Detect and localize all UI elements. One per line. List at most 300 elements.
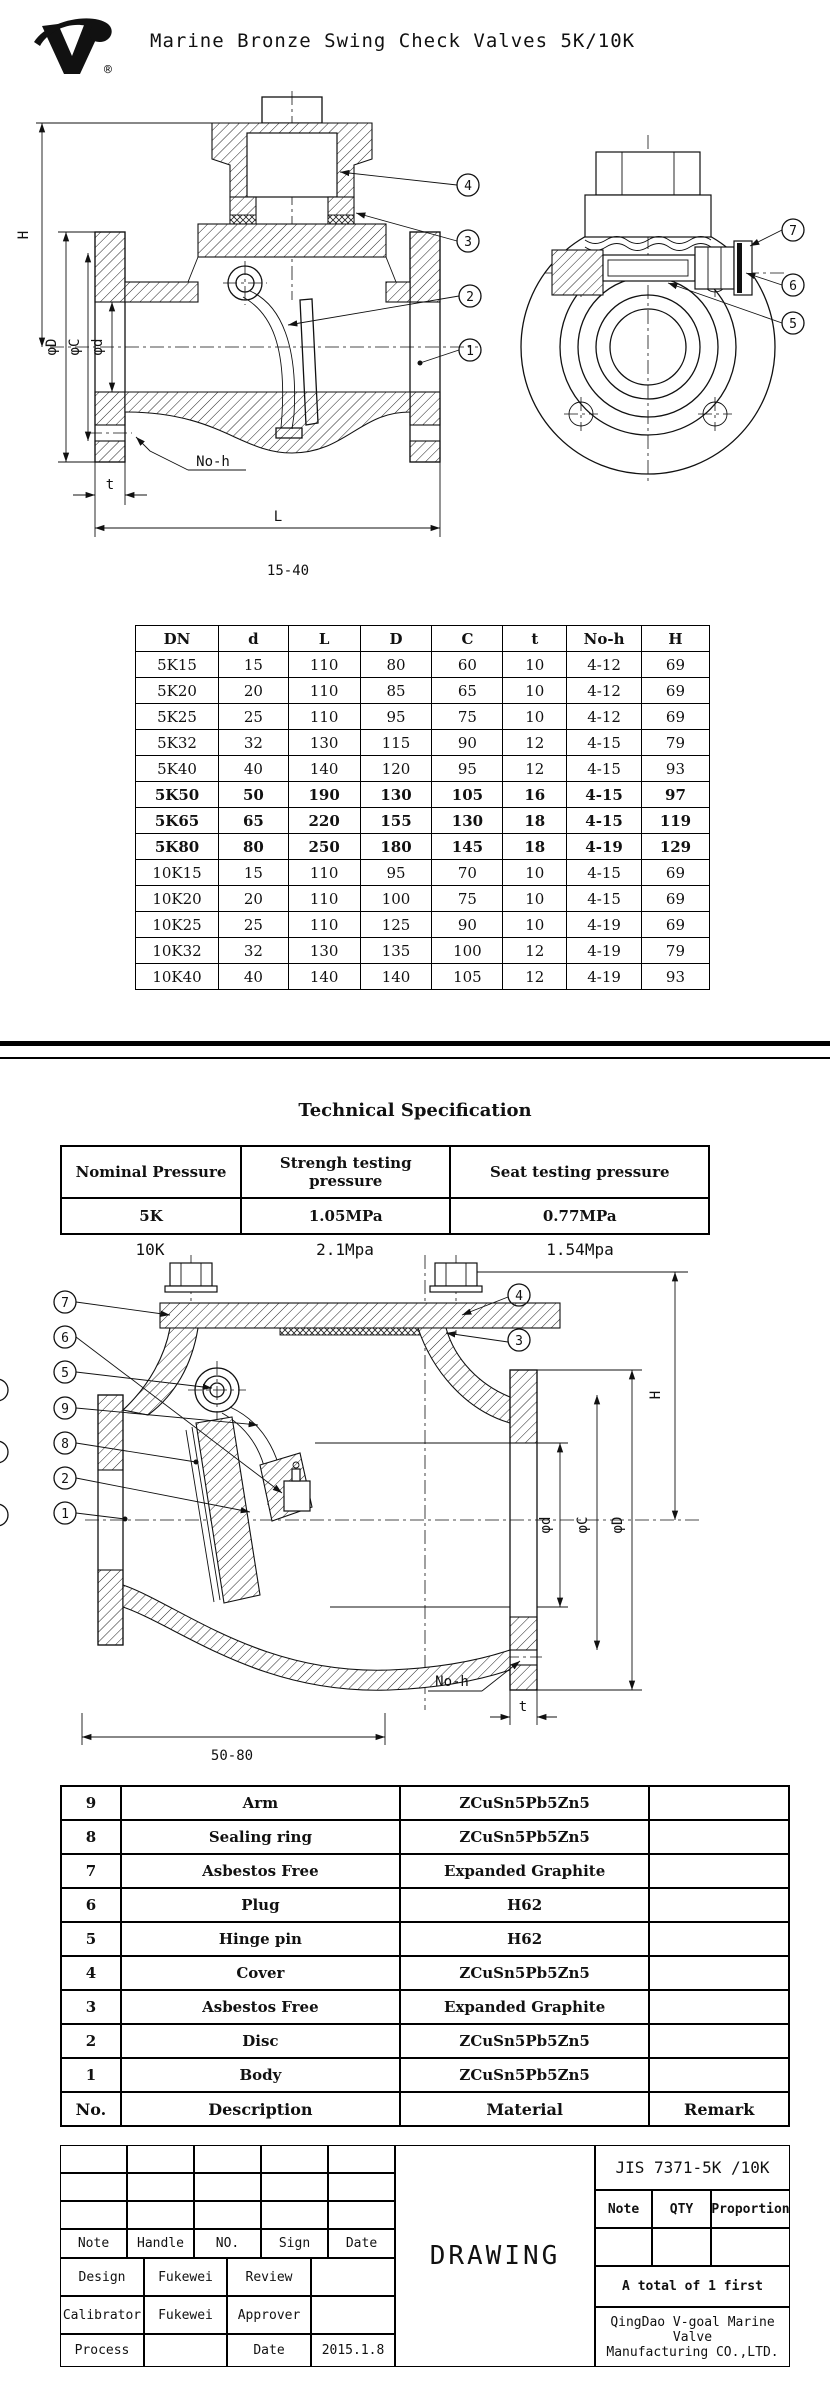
table-cell: 95 bbox=[360, 704, 432, 730]
table-row bbox=[136, 886, 710, 912]
valve-section-drawing-50-80 bbox=[0, 1255, 830, 1780]
clipped-balloon bbox=[0, 1441, 8, 1463]
gasket-section bbox=[230, 215, 256, 224]
balloon-6 bbox=[782, 274, 804, 296]
rev-cell bbox=[328, 2145, 395, 2173]
spec-10k-pressure: 10K bbox=[135, 1240, 165, 1259]
table-cell bbox=[649, 1922, 789, 1956]
svg-text:6: 6 bbox=[789, 279, 797, 294]
table-row bbox=[61, 1854, 789, 1888]
table-row bbox=[136, 782, 710, 808]
drawing-title: DRAWING bbox=[395, 2145, 595, 2367]
design-label: Design bbox=[60, 2258, 144, 2296]
table-cell: H62 bbox=[400, 1888, 649, 1922]
review-label: Review bbox=[227, 2258, 311, 2296]
rev-cell bbox=[328, 2201, 395, 2229]
col-header: Nominal Pressure bbox=[61, 1146, 241, 1198]
table-cell bbox=[649, 1786, 789, 1820]
table-cell: 65 bbox=[432, 678, 503, 704]
balloon-7 bbox=[54, 1291, 76, 1313]
svg-text:3: 3 bbox=[515, 1334, 523, 1349]
spec-10k-strength: 2.1Mpa bbox=[316, 1240, 374, 1259]
table-cell: 110 bbox=[288, 678, 360, 704]
dim-label-phid: φd bbox=[90, 338, 106, 356]
table-cell: 69 bbox=[641, 886, 709, 912]
plug-detail bbox=[284, 1481, 310, 1511]
table-cell: 32 bbox=[219, 938, 289, 964]
col-header: DN bbox=[136, 626, 219, 652]
dim-label-t: t bbox=[518, 1699, 528, 1715]
company-logo bbox=[30, 12, 120, 80]
spec-10k-seat: 1.54Mpa bbox=[546, 1240, 614, 1259]
table-cell: 5K32 bbox=[136, 730, 219, 756]
table-cell: 7 bbox=[61, 1854, 121, 1888]
table-cell: 5K40 bbox=[136, 756, 219, 782]
table-cell: 12 bbox=[503, 756, 567, 782]
table-cell: 110 bbox=[288, 860, 360, 886]
balloon-1 bbox=[459, 339, 481, 361]
col-header: Material bbox=[400, 2092, 649, 2126]
table-cell: Plug bbox=[121, 1888, 400, 1922]
table-row bbox=[61, 1956, 789, 1990]
table-row bbox=[136, 912, 710, 938]
col-header: t bbox=[503, 626, 567, 652]
table-row bbox=[136, 652, 710, 678]
table-cell: Arm bbox=[121, 1786, 400, 1820]
table-cell: 125 bbox=[360, 912, 432, 938]
table-cell: 115 bbox=[360, 730, 432, 756]
table-cell: 129 bbox=[641, 834, 709, 860]
table-cell: 4-19 bbox=[567, 938, 642, 964]
table-cell: Asbestos Free bbox=[121, 1990, 400, 2024]
table-cell: 93 bbox=[641, 756, 709, 782]
rev-cell bbox=[328, 2173, 395, 2201]
dim-label-H: H bbox=[648, 1390, 664, 1400]
table-cell: 110 bbox=[288, 704, 360, 730]
table-cell bbox=[649, 1888, 789, 1922]
table-cell: 95 bbox=[432, 756, 503, 782]
date-label: Date bbox=[328, 2229, 395, 2258]
table-cell: 75 bbox=[432, 886, 503, 912]
sign-label: Sign bbox=[261, 2229, 328, 2258]
balloon-3 bbox=[457, 230, 479, 252]
table-cell: 4-19 bbox=[567, 964, 642, 990]
rev-cell bbox=[194, 2145, 261, 2173]
table-cell: 20 bbox=[219, 886, 289, 912]
balloon-1 bbox=[54, 1502, 76, 1524]
table-cell: 12 bbox=[503, 964, 567, 990]
col-header: C bbox=[432, 626, 503, 652]
page-title: Marine Bronze Swing Check Valves 5K/10K bbox=[150, 30, 636, 52]
table-cell: 90 bbox=[432, 730, 503, 756]
table-row bbox=[136, 756, 710, 782]
table-row bbox=[61, 1922, 789, 1956]
table-row bbox=[136, 964, 710, 990]
table-cell: 85 bbox=[360, 678, 432, 704]
table-cell: Expanded Graphite bbox=[400, 1854, 649, 1888]
balloon-4 bbox=[508, 1284, 530, 1306]
table-row bbox=[61, 1888, 789, 1922]
table-cell: 140 bbox=[288, 756, 360, 782]
svg-text:4: 4 bbox=[515, 1289, 523, 1304]
table-cell: 90 bbox=[432, 912, 503, 938]
table-cell: 110 bbox=[288, 912, 360, 938]
drawing1-caption: 15-40 bbox=[266, 563, 310, 579]
table-cell: 130 bbox=[288, 938, 360, 964]
table-cell: 79 bbox=[641, 730, 709, 756]
table-cell: 69 bbox=[641, 912, 709, 938]
table-cell: 60 bbox=[432, 652, 503, 678]
col-header: L bbox=[288, 626, 360, 652]
table-row bbox=[61, 1198, 709, 1234]
table-cell: 69 bbox=[641, 652, 709, 678]
table-cell: 95 bbox=[360, 860, 432, 886]
rev-cell bbox=[60, 2173, 127, 2201]
table-cell: 4-15 bbox=[567, 756, 642, 782]
design-name: Fukewei bbox=[144, 2258, 227, 2296]
table-cell: 3 bbox=[61, 1990, 121, 2024]
table-cell: 105 bbox=[432, 782, 503, 808]
balloon-6 bbox=[54, 1326, 76, 1348]
table-cell: 120 bbox=[360, 756, 432, 782]
balloon-9 bbox=[54, 1397, 76, 1419]
dim-label-H: H bbox=[16, 230, 32, 240]
balloon-5 bbox=[54, 1361, 76, 1383]
table-cell: 32 bbox=[219, 730, 289, 756]
spec-table bbox=[60, 1145, 710, 1235]
table-cell bbox=[649, 2024, 789, 2058]
col-header: Seat testing pressure bbox=[450, 1146, 709, 1198]
table-row bbox=[136, 704, 710, 730]
spec-section-title: Technical Specification bbox=[298, 1100, 532, 1121]
table-cell: Body bbox=[121, 2058, 400, 2092]
table-cell bbox=[649, 1990, 789, 2024]
svg-text:2: 2 bbox=[466, 290, 474, 305]
qty-value bbox=[652, 2228, 711, 2266]
balloon-4 bbox=[457, 174, 479, 196]
table-cell: 5 bbox=[61, 1922, 121, 1956]
svg-text:4: 4 bbox=[464, 179, 472, 194]
approver-label: Approver bbox=[227, 2296, 311, 2334]
date-value: 2015.1.8 bbox=[311, 2334, 395, 2367]
table-cell: 6 bbox=[61, 1888, 121, 1922]
table-cell: 5K15 bbox=[136, 652, 219, 678]
svg-text:5: 5 bbox=[789, 317, 797, 332]
registered-icon: ® bbox=[104, 63, 112, 78]
table-cell: 10 bbox=[503, 652, 567, 678]
table-cell: ZCuSn5Pb5Zn5 bbox=[400, 1820, 649, 1854]
date-field-label: Date bbox=[227, 2334, 311, 2367]
table-cell: 4-12 bbox=[567, 652, 642, 678]
rev-cell bbox=[127, 2173, 194, 2201]
table-row bbox=[136, 678, 710, 704]
rev-cell bbox=[261, 2201, 328, 2229]
section-divider-thick bbox=[0, 1041, 830, 1046]
table-cell: 250 bbox=[288, 834, 360, 860]
rev-cell bbox=[261, 2173, 328, 2201]
col-header: H bbox=[641, 626, 709, 652]
svg-text:3: 3 bbox=[464, 235, 472, 250]
table-cell: 10 bbox=[503, 912, 567, 938]
parts-list-table bbox=[60, 1785, 790, 2127]
drawing2-caption: 50-80 bbox=[210, 1748, 254, 1764]
dim-label-phiC: φC bbox=[575, 1516, 591, 1534]
rev-cell bbox=[127, 2201, 194, 2229]
balloon-5 bbox=[782, 312, 804, 334]
qty-note-value bbox=[595, 2228, 652, 2266]
table-header-row bbox=[61, 1146, 709, 1198]
dim-label-noh: No-h bbox=[196, 454, 230, 470]
table-cell: 10K32 bbox=[136, 938, 219, 964]
table-cell: 105 bbox=[432, 964, 503, 990]
table-cell: 12 bbox=[503, 730, 567, 756]
rev-cell bbox=[60, 2201, 127, 2229]
table-cell: 8 bbox=[61, 1820, 121, 1854]
table-cell: 5K25 bbox=[136, 704, 219, 730]
balloon-8 bbox=[54, 1432, 76, 1454]
table-header-row bbox=[136, 626, 710, 652]
valve-section-drawing-15-40 bbox=[0, 85, 830, 590]
svg-text:2: 2 bbox=[61, 1472, 69, 1487]
table-cell: 25 bbox=[219, 912, 289, 938]
table-cell: H62 bbox=[400, 1922, 649, 1956]
table-cell: 10K25 bbox=[136, 912, 219, 938]
table-cell: 10 bbox=[503, 886, 567, 912]
table-cell: 10K15 bbox=[136, 860, 219, 886]
table-cell: 18 bbox=[503, 808, 567, 834]
dim-label-phid: φd bbox=[538, 1516, 554, 1534]
dim-label-L: L bbox=[273, 509, 283, 525]
hinge-pin-hole bbox=[603, 255, 695, 281]
dim-label-phiC: φC bbox=[67, 338, 83, 356]
table-cell: 1 bbox=[61, 2058, 121, 2092]
table-cell: 10 bbox=[503, 704, 567, 730]
dim-label-phiD: φD bbox=[44, 338, 60, 356]
table-cell: 140 bbox=[360, 964, 432, 990]
calibrator-name: Fukewei bbox=[144, 2296, 227, 2334]
table-row bbox=[61, 2024, 789, 2058]
dim-label-t: t bbox=[105, 477, 115, 493]
table-cell: 15 bbox=[219, 652, 289, 678]
cover-bolt bbox=[430, 1263, 482, 1292]
table-cell bbox=[649, 1820, 789, 1854]
dimension-table bbox=[135, 625, 710, 990]
table-row bbox=[136, 808, 710, 834]
table-cell: 5K80 bbox=[136, 834, 219, 860]
table-cell: 110 bbox=[288, 652, 360, 678]
approver-value bbox=[311, 2296, 395, 2334]
table-cell: 4-15 bbox=[567, 886, 642, 912]
table-cell: 4-15 bbox=[567, 782, 642, 808]
table-cell: 12 bbox=[503, 938, 567, 964]
gasket-section bbox=[328, 215, 354, 224]
table-cell: 40 bbox=[219, 756, 289, 782]
table-cell: 4-15 bbox=[567, 730, 642, 756]
table-cell: 5K65 bbox=[136, 808, 219, 834]
table-cell: 220 bbox=[288, 808, 360, 834]
gasket-section bbox=[280, 1328, 440, 1335]
balloon-3 bbox=[508, 1329, 530, 1351]
table-cell: 75 bbox=[432, 704, 503, 730]
table-cell: Disc bbox=[121, 2024, 400, 2058]
col-header: No-h bbox=[567, 626, 642, 652]
table-cell bbox=[649, 1854, 789, 1888]
table-cell: 5K bbox=[61, 1198, 241, 1234]
table-cell bbox=[649, 2058, 789, 2092]
table-cell: ZCuSn5Pb5Zn5 bbox=[400, 2058, 649, 2092]
parts-header-row bbox=[61, 2092, 789, 2126]
company-line2: Manufacturing CO.,LTD. bbox=[606, 2344, 779, 2360]
table-cell bbox=[649, 1956, 789, 1990]
company-name bbox=[595, 2307, 790, 2367]
table-cell: 79 bbox=[641, 938, 709, 964]
table-cell: 10 bbox=[503, 860, 567, 886]
table-cell: 0.77MPa bbox=[450, 1198, 709, 1234]
company-line1: QingDao V-goal Marine Valve bbox=[610, 2314, 775, 2345]
svg-text:1: 1 bbox=[61, 1507, 69, 1522]
table-cell: 70 bbox=[432, 860, 503, 886]
table-row bbox=[61, 1990, 789, 2024]
table-cell: 9 bbox=[61, 1786, 121, 1820]
rev-cell bbox=[127, 2145, 194, 2173]
table-cell: ZCuSn5Pb5Zn5 bbox=[400, 1956, 649, 1990]
col-header: Strengh testing pressure bbox=[241, 1146, 450, 1198]
table-cell: 16 bbox=[503, 782, 567, 808]
table-cell: 93 bbox=[641, 964, 709, 990]
col-header: d bbox=[219, 626, 289, 652]
table-cell: 4-12 bbox=[567, 704, 642, 730]
dim-label-noh: No-h bbox=[435, 1674, 469, 1690]
table-cell: 130 bbox=[288, 730, 360, 756]
table-cell: 5K20 bbox=[136, 678, 219, 704]
table-cell: 130 bbox=[360, 782, 432, 808]
col-header: No. bbox=[61, 2092, 121, 2126]
qty-note-label: Note bbox=[595, 2190, 652, 2228]
col-header: D bbox=[360, 626, 432, 652]
svg-text:1: 1 bbox=[466, 344, 474, 359]
table-cell: 119 bbox=[641, 808, 709, 834]
table-cell: 69 bbox=[641, 860, 709, 886]
svg-text:7: 7 bbox=[61, 1296, 69, 1311]
table-cell: 2 bbox=[61, 2024, 121, 2058]
cover-section bbox=[160, 1303, 560, 1328]
col-header: Remark bbox=[649, 2092, 789, 2126]
sheet-total: A total of 1 first bbox=[595, 2266, 790, 2307]
cover-bolt bbox=[165, 1263, 217, 1292]
table-cell: 140 bbox=[288, 964, 360, 990]
table-row bbox=[61, 1786, 789, 1820]
table-cell: ZCuSn5Pb5Zn5 bbox=[400, 2024, 649, 2058]
table-row bbox=[136, 834, 710, 860]
table-cell: Expanded Graphite bbox=[400, 1990, 649, 2024]
svg-text:6: 6 bbox=[61, 1331, 69, 1346]
proportion-value bbox=[711, 2228, 790, 2266]
table-cell: 69 bbox=[641, 704, 709, 730]
table-cell: 4-19 bbox=[567, 912, 642, 938]
table-cell: 69 bbox=[641, 678, 709, 704]
process-value bbox=[144, 2334, 227, 2367]
table-cell: 5K50 bbox=[136, 782, 219, 808]
rev-cell bbox=[194, 2201, 261, 2229]
dim-label-phiD: φD bbox=[610, 1516, 626, 1534]
qty-label: QTY bbox=[652, 2190, 711, 2228]
table-cell: 10 bbox=[503, 678, 567, 704]
no-label: NO. bbox=[194, 2229, 261, 2258]
table-row bbox=[136, 938, 710, 964]
svg-text:9: 9 bbox=[61, 1402, 69, 1417]
table-cell: 110 bbox=[288, 886, 360, 912]
table-cell: 15 bbox=[219, 860, 289, 886]
calibrator-label: Calibrator bbox=[60, 2296, 144, 2334]
table-cell: 4-15 bbox=[567, 808, 642, 834]
table-cell: 100 bbox=[432, 938, 503, 964]
table-cell: 20 bbox=[219, 678, 289, 704]
table-cell: 25 bbox=[219, 704, 289, 730]
table-cell: Sealing ring bbox=[121, 1820, 400, 1854]
review-value bbox=[311, 2258, 395, 2296]
svg-text:8: 8 bbox=[61, 1437, 69, 1452]
table-cell: 80 bbox=[360, 652, 432, 678]
table-cell: 4 bbox=[61, 1956, 121, 1990]
bonnet-base bbox=[198, 224, 386, 257]
table-cell: 190 bbox=[288, 782, 360, 808]
table-cell: 4-12 bbox=[567, 678, 642, 704]
table-row bbox=[61, 2058, 789, 2092]
table-row bbox=[136, 860, 710, 886]
rev-cell bbox=[261, 2145, 328, 2173]
table-cell: 40 bbox=[219, 964, 289, 990]
hex-cap bbox=[596, 152, 700, 195]
balloon-2 bbox=[54, 1467, 76, 1489]
table-cell: 145 bbox=[432, 834, 503, 860]
table-cell: 155 bbox=[360, 808, 432, 834]
table-cell: 65 bbox=[219, 808, 289, 834]
table-row bbox=[136, 730, 710, 756]
table-cell: 10K40 bbox=[136, 964, 219, 990]
table-cell: 4-19 bbox=[567, 834, 642, 860]
table-cell: 80 bbox=[219, 834, 289, 860]
table-cell: 50 bbox=[219, 782, 289, 808]
table-cell: 180 bbox=[360, 834, 432, 860]
table-cell: 97 bbox=[641, 782, 709, 808]
plug-hex bbox=[695, 247, 734, 289]
table-cell: Asbestos Free bbox=[121, 1854, 400, 1888]
table-cell: 18 bbox=[503, 834, 567, 860]
balloon-2 bbox=[459, 285, 481, 307]
process-label: Process bbox=[60, 2334, 144, 2367]
standard-designation: JIS 7371-5K /10K bbox=[595, 2145, 790, 2190]
section-divider-thin bbox=[0, 1057, 830, 1059]
svg-text:5: 5 bbox=[61, 1366, 69, 1381]
rev-cell bbox=[194, 2173, 261, 2201]
table-cell: ZCuSn5Pb5Zn5 bbox=[400, 1786, 649, 1820]
table-row bbox=[61, 1820, 789, 1854]
table-cell: Cover bbox=[121, 1956, 400, 1990]
table-cell: 135 bbox=[360, 938, 432, 964]
balloon-7 bbox=[782, 219, 804, 241]
table-cell: 130 bbox=[432, 808, 503, 834]
table-cell: 1.05MPa bbox=[241, 1198, 450, 1234]
handle-label: Handle bbox=[127, 2229, 194, 2258]
note-label: Note bbox=[60, 2229, 127, 2258]
clipped-balloon bbox=[0, 1504, 8, 1526]
table-cell: 100 bbox=[360, 886, 432, 912]
table-cell: 4-15 bbox=[567, 860, 642, 886]
col-header: Description bbox=[121, 2092, 400, 2126]
table-cell: 10K20 bbox=[136, 886, 219, 912]
proportion-label: Proportion bbox=[711, 2190, 790, 2228]
clipped-balloon bbox=[0, 1379, 8, 1401]
